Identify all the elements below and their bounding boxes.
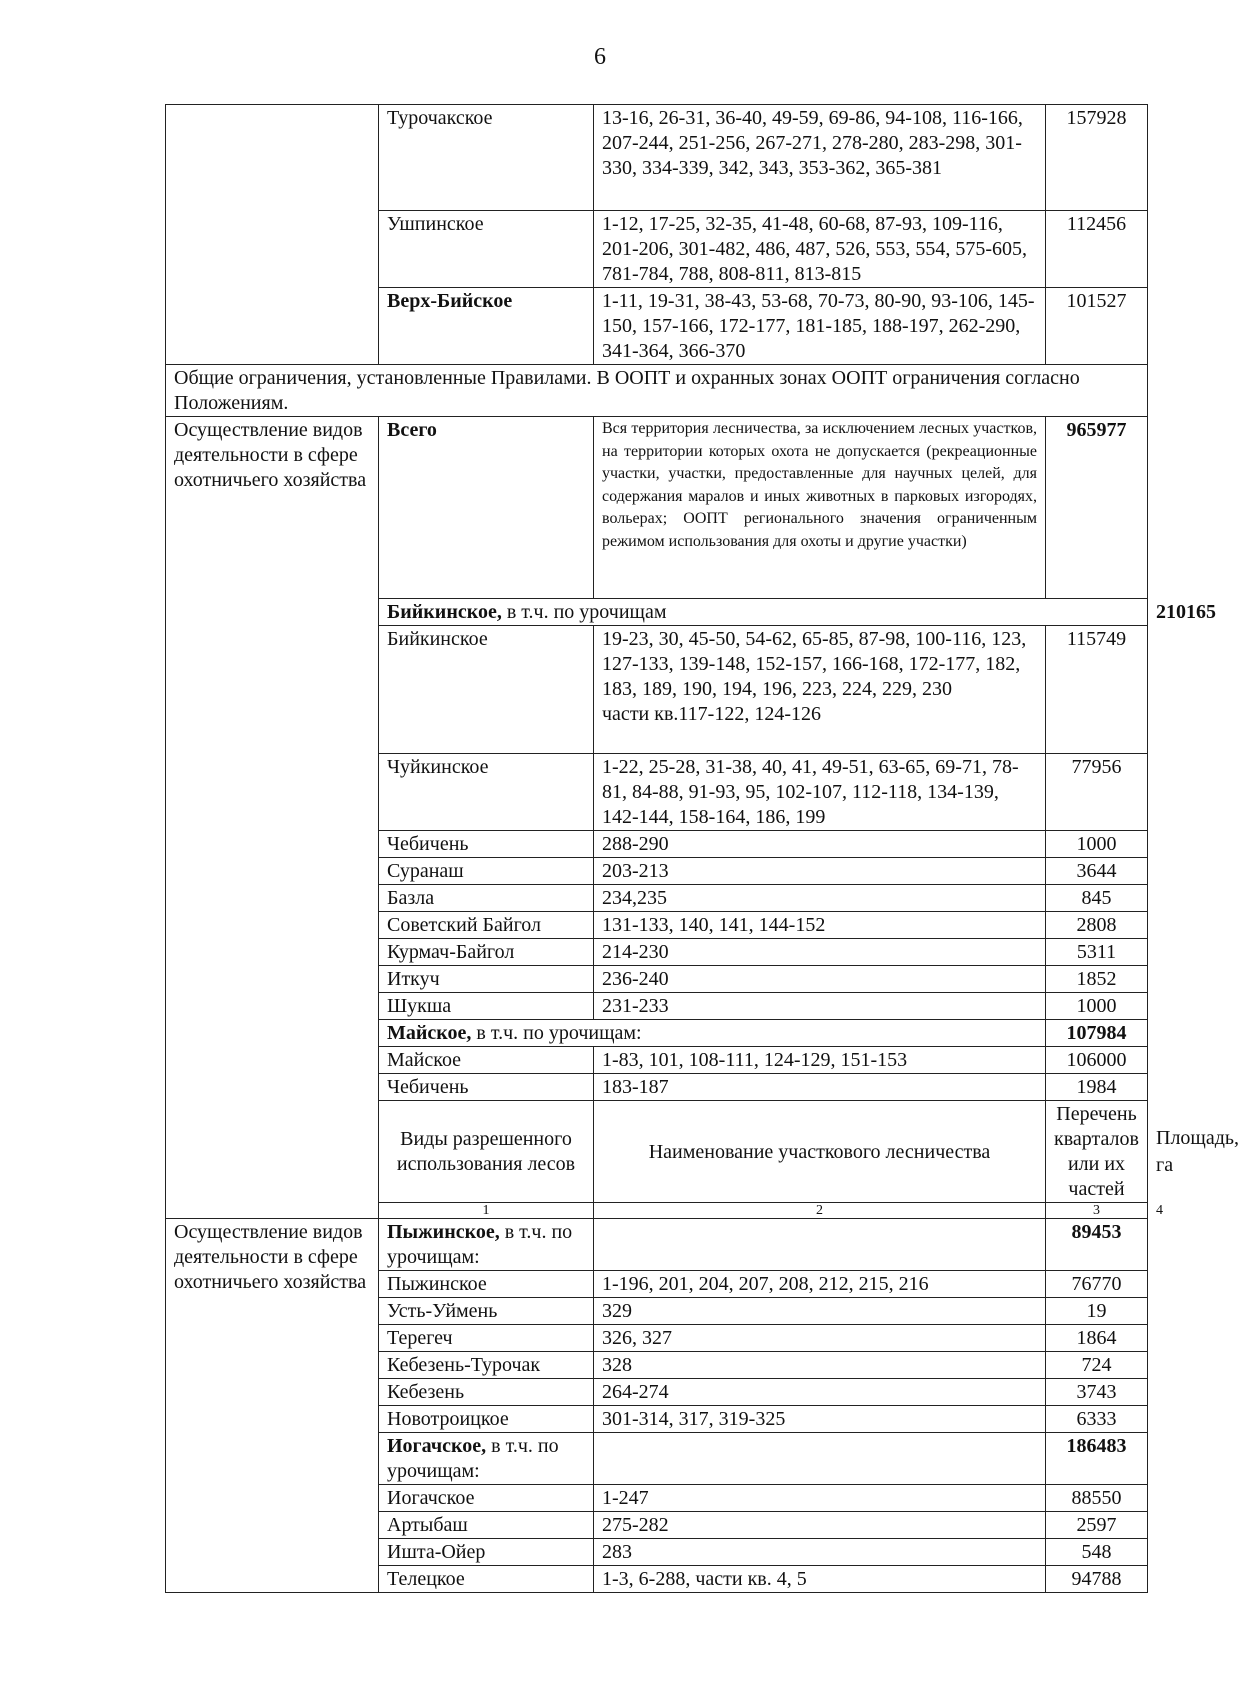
quarters-list: 1-12, 17-25, 32-35, 41-48, 60-68, 87-93, 109-116, 201-206, 301-482, 486, 487, 526, 553, 554, 575-605, 781-784, 788, 808-811, 813-815 [594, 211, 1046, 288]
subforestry-heading [379, 599, 1148, 626]
quarters-list: 301-314, 317, 319-325 [594, 1406, 1046, 1433]
total-description: Вся территория лесничества, за исключением лесных участков, на территории которых охота не допускается (рекреационные участки, участки, предоставленные для научных целей, для содержания маралов и иных животных в парковых изгородях, вольерах; ООПТ регионального значения ограниченным режимом использования для охоты и другие участки) [594, 417, 1046, 599]
quarters-list: 1-22, 25-28, 31-38, 40, 41, 49-51, 63-65, 69-71, 78-81, 84-88, 91-93, 95, 102-107, 112-118, 134-139, 142-144, 158-164, 186, 199 [594, 754, 1046, 831]
table-row [166, 417, 1148, 599]
area-value: 724 [1046, 1352, 1148, 1379]
header-quarters: Перечень кварталов или их частей [1046, 1101, 1148, 1203]
quarters-list: 236-240 [594, 966, 1046, 993]
area-value: 101527 [1046, 288, 1148, 365]
quarters-list: 214-230 [594, 939, 1046, 966]
table-header-row: Виды разрешенного использования лесов Наименование участкового лесничества Перечень кварталов или их частей Площадь, га [166, 1101, 1148, 1203]
tract-name: Чуйкинское [379, 754, 594, 831]
quarters-list: 1-3, 6-288, части кв. 4, 5 [594, 1566, 1046, 1593]
tract-name: Чебичень [379, 1074, 594, 1101]
table-cell [166, 105, 379, 365]
quarters-list: 329 [594, 1298, 1046, 1325]
area-value: 845 [1046, 885, 1148, 912]
area-value: 1984 [1046, 1074, 1148, 1101]
subforestry-heading [379, 1020, 1046, 1047]
area-value: 76770 [1046, 1271, 1148, 1298]
quarters-list: 231-233 [594, 993, 1046, 1020]
subforestry-suffix: в т.ч. по урочищам: [387, 1435, 559, 1482]
quarters-list: 183-187 [594, 1074, 1046, 1101]
tract-name: Базла [379, 885, 594, 912]
subforestry-name: Пыжинское, [387, 1221, 500, 1243]
tract-name: Суранаш [379, 858, 594, 885]
quarters-list: 264-274 [594, 1379, 1046, 1406]
quarters-list: 1-247 [594, 1485, 1046, 1512]
area-value: 2808 [1046, 912, 1148, 939]
tract-name: Усть-Уймень [379, 1298, 594, 1325]
general-restrictions: Общие ограничения, установленные Правилами. В ООПТ и охранных зонах ООПТ ограничения согласно Положениям. [166, 365, 1148, 417]
header-forestry-name: Наименование участкового лесничества [594, 1101, 1046, 1203]
area-value: 3644 [1046, 858, 1148, 885]
quarters-list: 131-133, 140, 141, 144-152 [594, 912, 1046, 939]
tract-name: Ишта-Ойер [379, 1539, 594, 1566]
table-row [166, 365, 1148, 417]
area-value: 1000 [1046, 831, 1148, 858]
header-usage-types: Виды разрешенного использования лесов [379, 1101, 594, 1203]
quarters-list: 326, 327 [594, 1325, 1046, 1352]
quarters-extra: части кв.117-122, 124-126 [602, 703, 821, 725]
quarters-list: 234,235 [594, 885, 1046, 912]
tract-name: Иткуч [379, 966, 594, 993]
quarters-list: 1-196, 201, 204, 207, 208, 212, 215, 216 [594, 1271, 1046, 1298]
tract-name: Майское [379, 1047, 594, 1074]
forestry-name: Верх-Бийское [379, 288, 594, 365]
area-value: 19 [1046, 1298, 1148, 1325]
area-value: 106000 [1046, 1047, 1148, 1074]
subforestry-name: Иогачское, [387, 1435, 487, 1457]
total-label: Всего [379, 417, 594, 599]
table-row: Бийкинское, в т.ч. по урочищам 210165 [166, 599, 1148, 626]
area-value: 112456 [1046, 211, 1148, 288]
column-number: 3 [1046, 1203, 1148, 1219]
area-value: 115749 [1046, 626, 1148, 754]
tract-name: Советский Байгол [379, 912, 594, 939]
quarters-list: 1-11, 19-31, 38-43, 53-68, 70-73, 80-90, 93-106, 145-150, 157-166, 172-177, 181-185, 188-197, 262-290, 341-364, 366-370 [594, 288, 1046, 365]
area-value: 6333 [1046, 1406, 1148, 1433]
page-number: 6 [594, 44, 606, 70]
area-value: 1864 [1046, 1325, 1148, 1352]
area-value: 2597 [1046, 1512, 1148, 1539]
area-value: 157928 [1046, 105, 1148, 211]
table-cell [594, 1219, 1046, 1271]
area-value: 94788 [1046, 1566, 1148, 1593]
quarters-list [594, 626, 1046, 754]
area-value: 88550 [1046, 1485, 1148, 1512]
activity-label: Осуществление видов деятельности в сфере охотничьего хозяйства [166, 1219, 379, 1593]
tract-name: Курмач-Байгол [379, 939, 594, 966]
table-row [166, 1219, 1148, 1271]
quarters-list: 203-213 [594, 858, 1046, 885]
area-value: 107984 [1046, 1020, 1148, 1047]
quarters-list: 275-282 [594, 1512, 1046, 1539]
area-value: 89453 [1046, 1219, 1148, 1271]
area-value: 1000 [1046, 993, 1148, 1020]
area-value: 3743 [1046, 1379, 1148, 1406]
quarters-list: 328 [594, 1352, 1046, 1379]
column-number: 1 [379, 1203, 594, 1219]
total-area: 965977 [1046, 417, 1148, 599]
area-value: 77956 [1046, 754, 1148, 831]
column-numbers-row: 1 2 3 4 [166, 1203, 1148, 1219]
quarters-list: 288-290 [594, 831, 1046, 858]
area-value: 186483 [1046, 1433, 1148, 1485]
table-row [166, 105, 1148, 211]
tract-name: Телецкое [379, 1566, 594, 1593]
quarters-main: 19-23, 30, 45-50, 54-62, 65-85, 87-98, 100-116, 123, 127-133, 139-148, 152-157, 166-168, 172-177, 182, 183, 189, 190, 194, 196, 223, 224, 229, 230 [602, 628, 1027, 700]
subforestry-suffix: в т.ч. по урочищам [501, 601, 667, 623]
tract-name: Новотроицкое [379, 1406, 594, 1433]
quarters-list: 13-16, 26-31, 36-40, 49-59, 69-86, 94-108, 116-166, 207-244, 251-256, 267-271, 278-280, 283-298, 301-330, 334-339, 342, 343, 353-362, 365-381 [594, 105, 1046, 211]
tract-name: Шукша [379, 993, 594, 1020]
quarters-list: 1-83, 101, 108-111, 124-129, 151-153 [594, 1047, 1046, 1074]
subforestry-name: Бийкинское, [387, 601, 502, 623]
tract-name: Терегеч [379, 1325, 594, 1352]
area-value: 5311 [1046, 939, 1148, 966]
tract-name: Иогачское [379, 1485, 594, 1512]
area-value: 548 [1046, 1539, 1148, 1566]
subforestry-name: Майское, [387, 1022, 472, 1044]
subforestry-heading [379, 1219, 594, 1271]
table-cell [594, 1433, 1046, 1485]
tract-name: Артыбаш [379, 1512, 594, 1539]
subforestry-heading [379, 1433, 594, 1485]
tract-name: Бийкинское [379, 626, 594, 754]
tract-name: Пыжинское [379, 1271, 594, 1298]
forest-use-table [165, 104, 1239, 1593]
subforestry-suffix: в т.ч. по урочищам: [387, 1221, 573, 1268]
area-value: 1852 [1046, 966, 1148, 993]
quarters-list: 283 [594, 1539, 1046, 1566]
subforestry-suffix: в т.ч. по урочищам: [471, 1022, 642, 1044]
activity-label: Осуществление видов деятельности в сфере охотничьего хозяйства [166, 417, 379, 1219]
tract-name: Кебезень [379, 1379, 594, 1406]
tract-name: Кебезень-Турочак [379, 1352, 594, 1379]
forestry-name: Турочакское [379, 105, 594, 211]
forestry-name: Ушпинское [379, 211, 594, 288]
tract-name: Чебичень [379, 831, 594, 858]
column-number: 2 [594, 1203, 1046, 1219]
